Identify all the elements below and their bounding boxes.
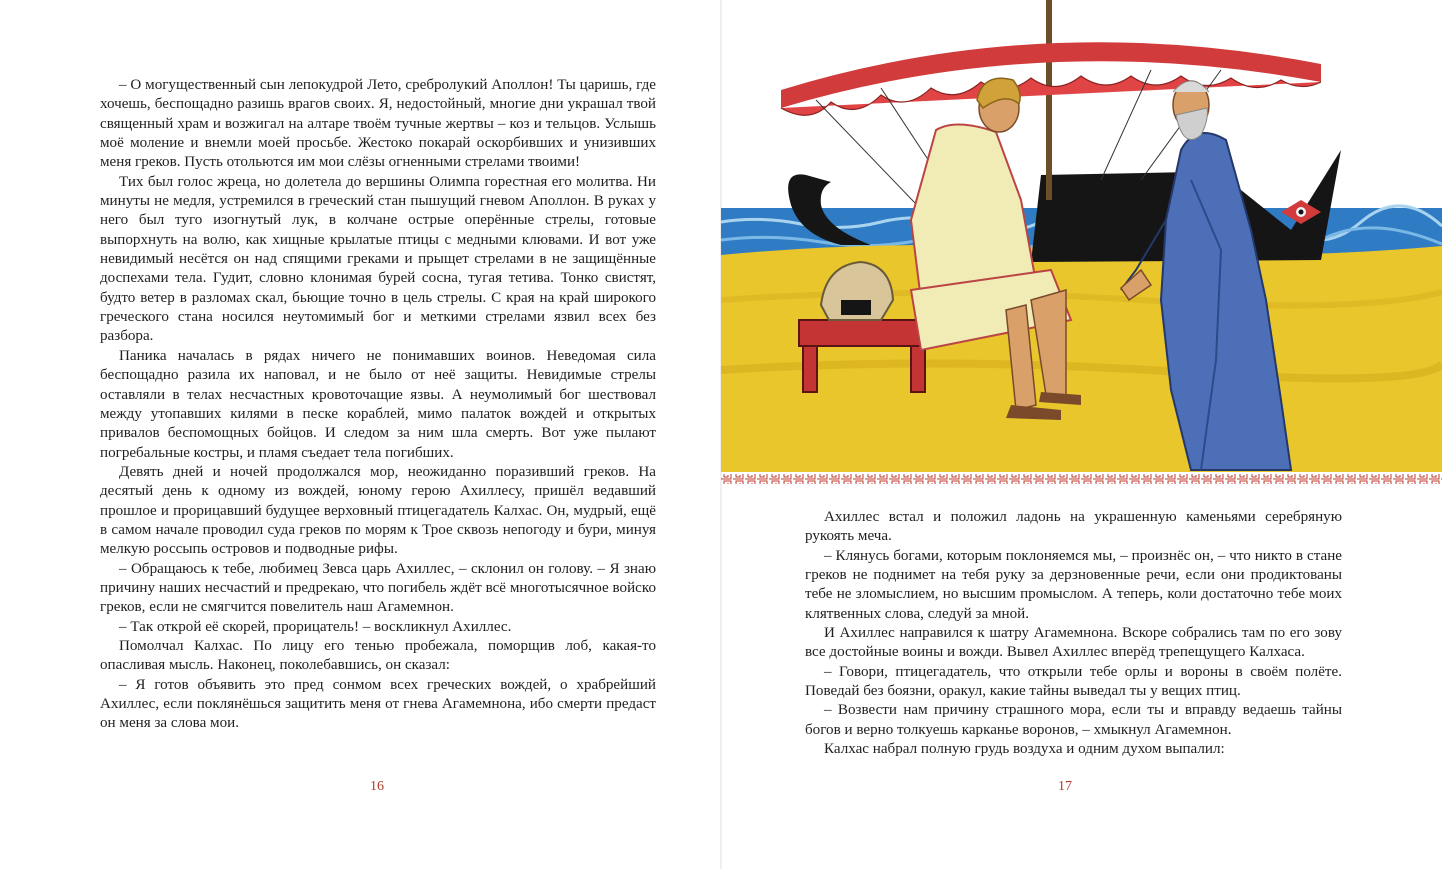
paragraph: – Так открой её скорей, прорицатель! – воскликнул Ахиллес. <box>119 618 512 635</box>
paragraph: – Говори, птицегадатель, что открыли тебе орлы и вороны в своём полёте. Поведай без боязни, оракул, какие тайны выведал ты у вещих птиц. <box>805 663 1342 700</box>
page-number-right: 17 <box>1058 779 1072 794</box>
right-page <box>721 0 1442 869</box>
meander-border <box>721 474 1442 484</box>
paragraph: Калхас набрал полную грудь воздуха и одним духом выпалил: <box>824 741 1225 758</box>
page-number-left: 16 <box>370 779 384 794</box>
ship-mast <box>1046 0 1052 200</box>
paragraph: Помолчал Калхас. По лицу его тенью пробежала, поморщив лоб, какая-то опасливая мысль. Наконец, поколебавшись, он сказал: <box>100 637 656 674</box>
paragraph: – Я готов объявить это пред сонмом всех греческих вождей, о храбрейший Ахиллес, если поклянёшься защитить меня от гнева Агамемнона, ибо смерти предаст он меня за слова мои. <box>100 676 656 732</box>
left-page-text <box>100 76 656 734</box>
paragraph: – Клянусь богами, которым поклоняемся мы, – произнёс он, – что никто в стане греков не поднимет на тебя руку за дерзновенные речи, если они продиктованы тебе не зломыслием, но высшим промыслом. А теперь, коли достаточно тебе моих клятвенных слова, следуй за мной. <box>805 547 1342 622</box>
right-page-text <box>805 508 1342 759</box>
paragraph: – Обращаюсь к тебе, любимец Зевса царь Ахиллес, – склонил он голову. – Я знаю причину наших несчастий и предрекаю, что погибель ждёт всё многотысячное войско греков, если не смягчится повелитель наш Агамемнон. <box>100 560 656 616</box>
paragraph: Девять дней и ночей продолжался мор, неожиданно поразивший греков. На десятый день к одному из вождей, юному герою Ахиллесу, пришёл ведавший прошлое и прорицавший будущее верховный птицегадатель Калхас. Он, мудрый, ещё в самом начале проводил суда греков по морям к Трое сквозь непогоду и бури, минуя мелкую россыпь островов и подводные рифы. <box>100 463 656 558</box>
paragraph: Паника началась в рядах ничего не понимавших воинов. Неведомая сила беспощадно разила их наповал, и не было от неё защиты. Невидимые стрелы оставляли в телах несчастных кровоточащие язвы. А неумолимый бог шествовал между утопавших килями в песке кораблей, мимо палаток вождей и открытых привалов беспомощных бойцов. И следом за ним шла смерть. Вот уже пылают погребальные костры, и пламя съедает тела погибших. <box>100 347 656 461</box>
paragraph: Ахиллес встал и положил ладонь на украшенную каменьями серебряную рукоять меча. <box>805 509 1342 545</box>
illustration-drawing <box>721 0 1442 500</box>
paragraph: И Ахиллес направился к шатру Агамемнона. Вскоре собрались там по его зову все достойные воины и вожди. Вывел Ахиллес вперёд трепещущего Калхаса. <box>805 625 1342 661</box>
illustration-achilles-calchas <box>721 0 1442 500</box>
paragraph: – Возвести нам причину страшного мора, если ты и вправду ведаешь тайны богов и верно толкуешь карканье воронов, – хмыкнул Агамемнон. <box>805 702 1342 738</box>
paragraph: – О могущественный сын лепокудрой Лето, сребролукий Аполлон! Ты царишь, где хочешь, беспощадно разишь врагов своих. Я, недостойный, многие дни украшал твой священный храм и возжигал на алтаре твоём тучные жертвы – коз и тельцов. Услышь моё моление и внемли моей просьбе. Жестоко покарай оскорбивших и унизивших меня греков. Пусть отольются им мои слёзы огненными стрелами твоими! <box>100 77 656 171</box>
paragraph: Тих был голос жреца, но долетела до вершины Олимпа горестная его молитва. Ни минуты не медля, устремился в греческий стан пышущий гневом Аполлон. В руках у него был туго изогнутый лук, в колчане острые оперённые стрелы, готовые выпорхнуть на волю, как хищные крылатые птицы с медными клювами. И вот уже невидимый несётся он над спящими греками и прыщет стрелами в не защищённые доспехами тела. Гудит, словно клонимая бурей сосна, тугая тетива. Тонко свистят, будто ветер в разломах скал, бьющие точно в цель стрелы. С края на край широкого греческого стана носился неутомимый бог и меткими стрелами язвил всех без разбора. <box>100 173 656 345</box>
